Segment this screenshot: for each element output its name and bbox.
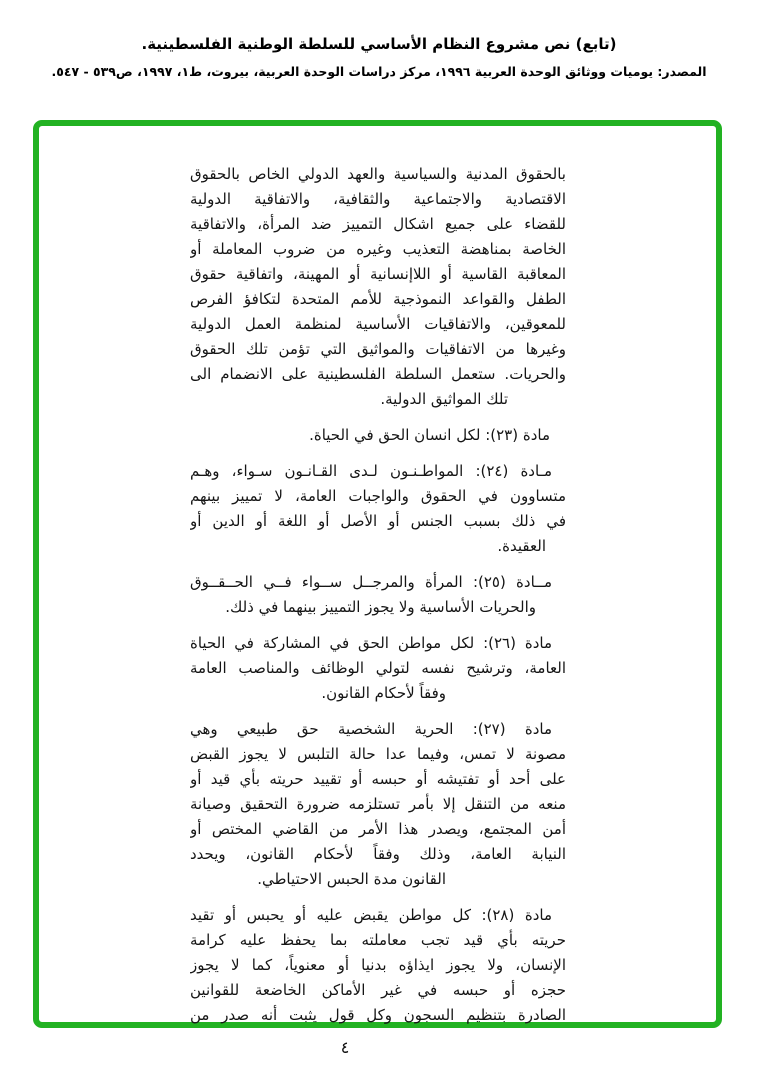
text-line: وغيرها من الاتفاقيات والمواثيق التي تؤمن تلك الحقوق (190, 340, 566, 358)
text-line: حجزه أو حبسه في غير الأماكن الخاضعة للقوانين (190, 981, 566, 999)
paragraph-article-24 (190, 459, 566, 559)
page-header (0, 34, 758, 81)
page-number: ٤ (340, 1038, 350, 1057)
paragraph-article-23 (190, 423, 566, 448)
paragraph-article-25 (190, 570, 566, 620)
article-text-column (39, 126, 716, 1028)
text-line: أمن المجتمع، ويصدر هذا الأمر من القاضي المختص أو (190, 820, 566, 838)
text-line: مادة (٢٣): لكل انسان الحق في الحياة. (309, 426, 550, 444)
text-line: وفقاً لأحكام القانون. (321, 684, 446, 702)
text-line: الإنسان، ولا يجوز ايذاؤه بدنيا أو معنوياً، كما لا يجوز (190, 956, 566, 974)
green-frame (33, 120, 722, 1028)
paragraph-article-28 (190, 903, 566, 1028)
text-line: مــادة (٢٥): المرأة والمرجــل ســواء فــي الحــقــوق (190, 573, 552, 591)
text-line: القانون مدة الحبس الاحتياطي. (257, 870, 446, 888)
text-line: الخاصة بمناهضة التعذيب وغيره من ضروب المعاملة أو (190, 240, 566, 258)
text-line: والحريات. ستعمل السلطة الفلسطينية على الانضمام الى (190, 365, 566, 383)
paragraph-article-27 (190, 717, 566, 892)
text-line: العقيدة. (497, 537, 546, 555)
text-line: العامة، وترشيح نفسه لتولي الوظائف والمناصب العامة (190, 659, 566, 677)
text-line: تلك المواثيق الدولية. (380, 390, 508, 408)
document-title: (تابع) نص مشروع النظام الأساسي للسلطة الوطنية الفلسطينية. (141, 35, 617, 53)
text-line: مـادة (٢٤): المواطـنـون لـدى القـانـون سـواء، وهـم (190, 462, 552, 480)
text-line: بالحقوق المدنية والسياسية والعهد الدولي الخاص بالحقوق (190, 165, 566, 183)
text-line: مادة (٢٦): لكل مواطن الحق في المشاركة في الحياة (190, 634, 552, 652)
text-line: متساوون في الحقوق والواجبات العامة، لا تمييز بينهم (190, 487, 566, 505)
text-line: المعاقبة القاسية أو اللاإنسانية أو المهينة، واتفاقية حقوق (190, 265, 566, 283)
text-line: الاقتصادية والاجتماعية والثقافية، والاتفاقية الدولية (190, 190, 566, 208)
source-citation: المصدر: يوميات ووثائق الوحدة العربية ١٩٩٦، مركز دراسات الوحدة العربية، بيروت، ط١، ١٩٩٧، ص٥٣٩ - ٥٤٧. (51, 64, 707, 79)
text-line: مادة (٢٧): الحرية الشخصية حق طبيعي وهي (190, 720, 552, 738)
text-line: الطفل والقواعد النموذجية للأمم المتحدة لتكافؤ الفرص (190, 290, 566, 308)
paragraph-article-26 (190, 631, 566, 706)
text-line: النيابة العامة، وذلك وفقاً لأحكام القانون، ويحدد (190, 845, 566, 863)
text-line: للمعوقين، والاتفاقيات الأساسية لمنظمة العمل الدولية (190, 315, 566, 333)
paragraph-continuation (190, 162, 566, 412)
text-line: على أحد أو تفتيشه أو حبسه أو تقييد حريته بأي قيد أو (190, 770, 566, 788)
text-line: منعه من التنقل إلا بأمر تستلزمه ضرورة التحقيق وصيانة (190, 795, 566, 813)
text-line: في ذلك بسبب الجنس أو الأصل أو اللغة أو الدين أو (190, 512, 566, 530)
text-line: حريته بأي قيد تجب معاملته بما يحفظ عليه كرامة (190, 931, 566, 949)
text-line: الصادرة بتنظيم السجون وكل قول يثبت أنه صدر من (190, 1006, 566, 1024)
text-line: والحريات الأساسية ولا يجوز التمييز بينهما في ذلك. (225, 598, 536, 616)
text-line: مادة (٢٨): كل مواطن يقبض عليه أو يحبس أو تقيد (190, 906, 552, 924)
text-line: مصونة لا تمس، وفيما عدا حالة التلبس لا يجوز القبض (190, 745, 566, 763)
text-line: للقضاء على جميع اشكال التمييز ضد المرأة، والاتفاقية (190, 215, 566, 233)
